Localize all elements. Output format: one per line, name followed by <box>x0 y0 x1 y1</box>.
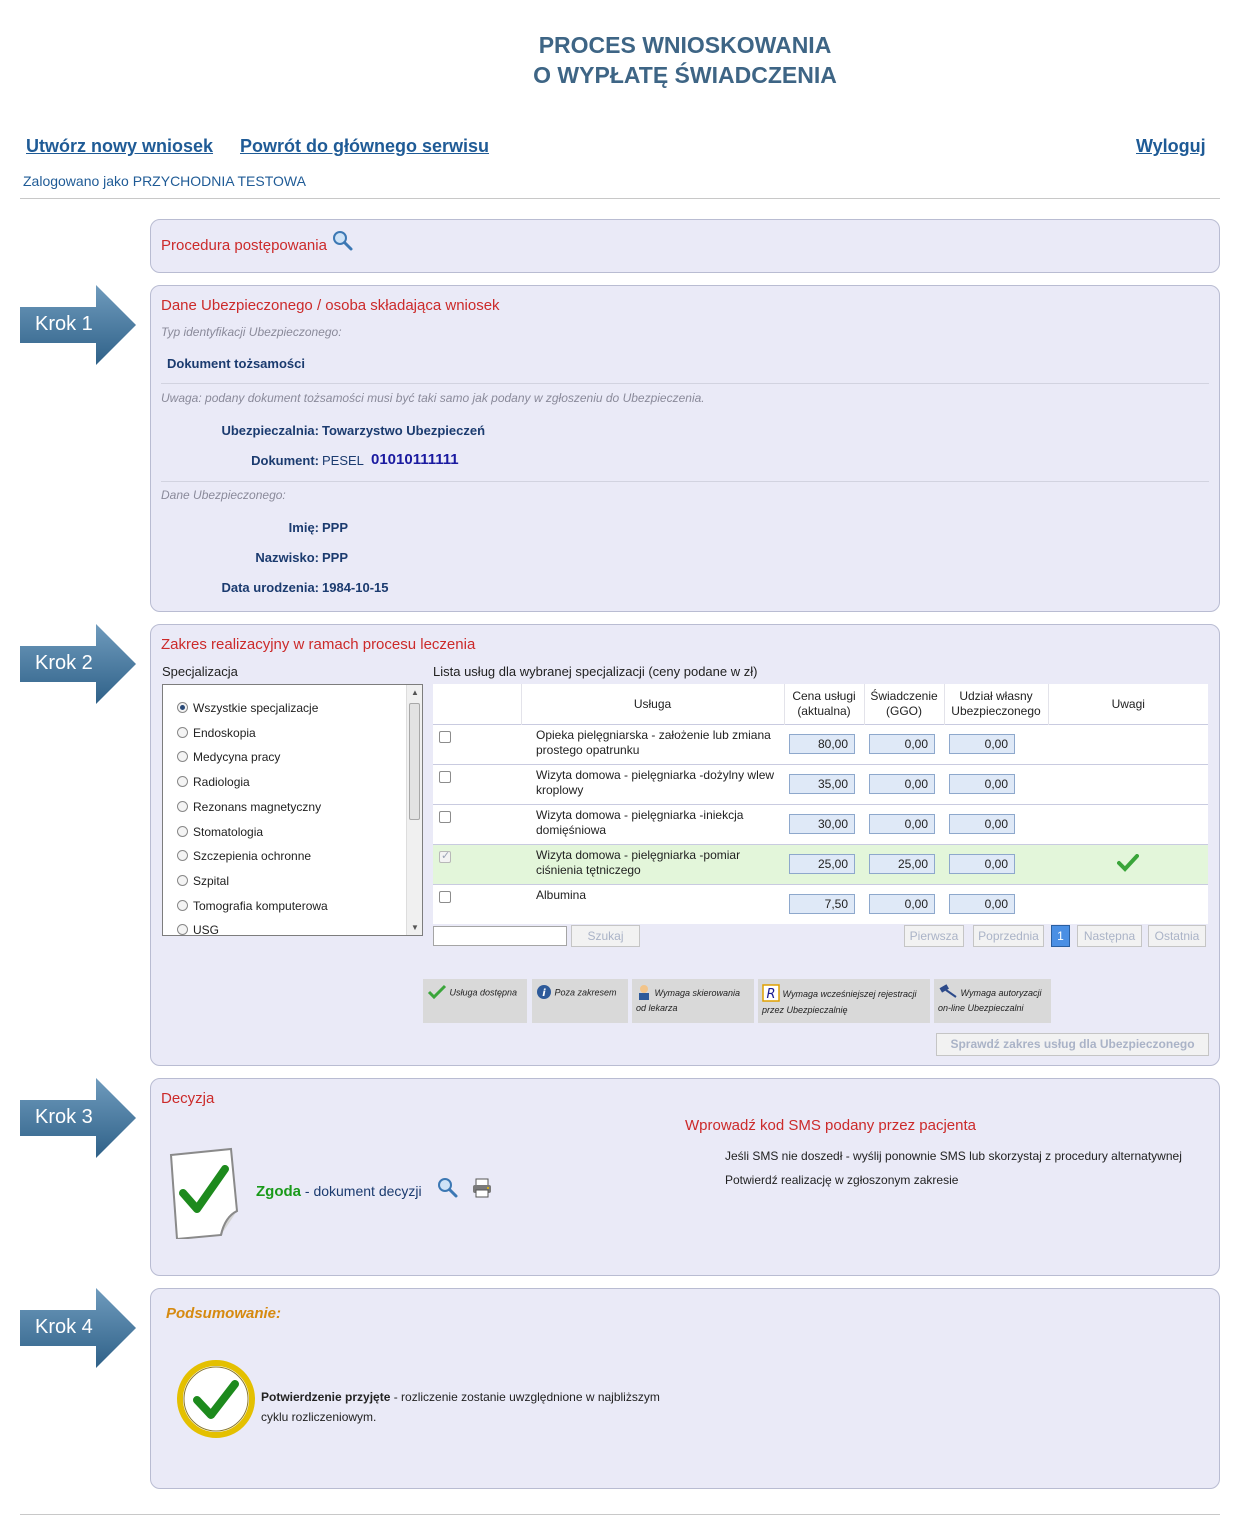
radio-button[interactable] <box>177 850 188 861</box>
decision-document-link[interactable]: Zgoda - dokument decyzji <box>256 1183 422 1200</box>
create-request-link[interactable]: Utwórz nowy wniosek <box>26 136 214 156</box>
printer-icon[interactable] <box>471 1177 493 1204</box>
service-checkbox[interactable] <box>439 771 451 783</box>
magnifier-icon[interactable] <box>437 1177 459 1204</box>
procedure-link[interactable]: Procedura postępowania <box>161 237 327 254</box>
logout-link[interactable]: Wyloguj <box>1136 136 1206 156</box>
approved-document-icon <box>165 1147 245 1244</box>
last-name-value: PPP <box>322 550 349 565</box>
service-name: Wizyta domowa - pielęgniarka -pomiar ciśnienia tętniczego <box>521 844 784 884</box>
logged-in-as: Zalogowano jako PRZYCHODNIA TESTOWA <box>23 173 306 189</box>
specialization-option[interactable]: Szczepienia ochronne <box>177 848 311 864</box>
radio-button[interactable] <box>177 751 188 762</box>
service-share-field: 0,00 <box>949 814 1015 834</box>
scroll-up-icon[interactable]: ▲ <box>411 688 419 697</box>
table-row[interactable] <box>433 804 1208 844</box>
specialization-option[interactable]: Rezonans magnetyczny <box>177 799 321 815</box>
page-title: PROCES WNIOSKOWANIA O WYPŁATĘ ŚWIADCZENIA <box>533 32 837 88</box>
sms-resend-note: Jeśli SMS nie doszedł - wyślij ponownie SMS lub skorzystaj z procedury alternatywnej <box>725 1149 1182 1163</box>
table-row[interactable] <box>433 884 1208 924</box>
page-first-button[interactable]: Pierwsza <box>904 925 964 947</box>
decision-section-title: Decyzja <box>161 1090 215 1107</box>
birth-date-label: Data urodzenia: <box>221 580 319 595</box>
service-checkbox[interactable] <box>439 891 451 903</box>
service-benefit-field: 0,00 <box>869 734 935 754</box>
birth-date-value: 1984-10-15 <box>322 580 389 595</box>
service-benefit-field: 0,00 <box>869 814 935 834</box>
step-1-arrow: Krok 1 <box>20 285 138 365</box>
id-type-label: Typ identyfikacji Ubezpieczonego: <box>161 325 342 339</box>
scope-section-title: Zakres realizacyjny w ramach procesu leczenia <box>161 636 476 653</box>
specialization-option[interactable]: USG <box>177 922 219 936</box>
step-3-arrow: Krok 3 <box>20 1078 138 1158</box>
specialization-option[interactable]: Radiologia <box>177 774 250 790</box>
services-table <box>433 684 1208 924</box>
insured-data-panel <box>150 285 1220 612</box>
service-checkbox[interactable] <box>439 851 451 863</box>
insurer-value: Towarzystwo Ubezpieczeń <box>322 423 486 438</box>
table-row[interactable] <box>433 844 1208 884</box>
service-checkbox[interactable] <box>439 811 451 823</box>
service-share-field: 0,00 <box>949 734 1015 754</box>
checkmark-icon <box>427 984 447 1002</box>
radio-button[interactable] <box>177 776 188 787</box>
document-number: 01010111111 <box>371 451 459 468</box>
first-name-label: Imię: <box>288 520 319 535</box>
magnifier-icon[interactable] <box>332 230 354 257</box>
service-list-label: Lista usług dla wybranej specjalizacji (ceny podane w zł) <box>433 664 758 679</box>
confirmation-message: Potwierdzenie przyjęte - rozliczenie zostanie uwzględnione w najbliższym cyklu rozliczeniowym. <box>261 1390 660 1424</box>
header-own-share: Udział własny Ubezpieczonego <box>944 684 1048 724</box>
legend-referral: Wymaga skierowania od lekarza <box>632 979 754 1023</box>
service-share-field: 0,00 <box>949 894 1015 914</box>
legend-out-of-scope: i Poza zakresem <box>532 979 628 1023</box>
summary-panel <box>150 1288 1220 1489</box>
service-benefit-field: 0,00 <box>869 774 935 794</box>
specialization-option[interactable]: Wszystkie specjalizacje <box>177 700 318 716</box>
header-notes: Uwagi <box>1048 684 1208 724</box>
document-label: Dokument: <box>251 453 319 468</box>
svg-text:i: i <box>542 988 546 999</box>
step-4-arrow: Krok 4 <box>20 1288 138 1368</box>
service-price-field: 30,00 <box>789 814 855 834</box>
service-price-field: 25,00 <box>789 854 855 874</box>
confirm-realization-note: Potwierdź realizację w zgłoszonym zakresie <box>725 1173 959 1187</box>
sms-code-heading: Wprowadź kod SMS podany przez pacjenta <box>685 1117 976 1134</box>
legend-registration: R Wymaga wcześniejszej rejestracji przez Ubezpieczalnię <box>758 979 930 1023</box>
procedure-panel <box>150 219 1220 273</box>
specialization-option[interactable]: Szpital <box>177 873 229 889</box>
radio-button[interactable] <box>177 875 188 886</box>
service-name: Opieka pielęgniarska - założenie lub zmiana prostego opatrunku <box>521 724 784 764</box>
scroll-thumb[interactable] <box>409 703 420 820</box>
service-share-field: 0,00 <box>949 854 1015 874</box>
service-name: Albumina <box>521 884 784 924</box>
radio-button[interactable] <box>177 900 188 911</box>
radio-button[interactable] <box>177 801 188 812</box>
insurer-label: Ubezpieczalnia: <box>221 423 319 438</box>
header-divider <box>20 198 1220 199</box>
specialization-option[interactable]: Stomatologia <box>177 824 263 840</box>
specialization-option[interactable]: Tomografia komputerowa <box>177 898 328 914</box>
service-scope-panel <box>150 624 1220 1066</box>
scroll-down-icon[interactable]: ▼ <box>411 923 419 932</box>
page-prev-button[interactable]: Poprzednia <box>973 925 1044 947</box>
insured-data-label: Dane Ubezpieczonego: <box>161 488 286 502</box>
specialization-scrollbar[interactable] <box>406 685 422 935</box>
svg-text:R: R <box>766 987 776 1002</box>
divider <box>161 481 1209 482</box>
doctor-icon <box>636 984 652 1003</box>
document-type: PESEL <box>322 453 364 468</box>
summary-title: Podsumowanie: <box>166 1305 282 1322</box>
id-type-value: Dokument tożsamości <box>167 356 305 371</box>
specialization-option[interactable]: Endoskopia <box>177 725 256 741</box>
document-note: Uwaga: podany dokument tożsamości musi być taki samo jak podany w zgłoszeniu do Ubezpieczenia. <box>161 391 705 405</box>
page-current-button[interactable]: 1 <box>1051 925 1070 947</box>
divider <box>161 383 1209 384</box>
header-select <box>433 684 521 724</box>
step-2-arrow: Krok 2 <box>20 624 138 704</box>
legend-available: Usługa dostępna <box>423 979 527 1023</box>
service-benefit-field: 25,00 <box>869 854 935 874</box>
specialization-list[interactable] <box>162 684 423 936</box>
first-name-value: PPP <box>322 520 349 535</box>
info-icon <box>536 984 552 1002</box>
service-price-field: 7,50 <box>789 894 855 914</box>
back-to-main-link[interactable]: Powrót do głównego serwisu <box>240 136 490 156</box>
check-service-scope-button[interactable]: Sprawdź zakres usług dla Ubezpieczonego <box>936 1033 1209 1056</box>
radio-button[interactable] <box>177 826 188 837</box>
specialization-option[interactable]: Medycyna pracy <box>177 749 280 765</box>
decision-panel <box>150 1078 1220 1276</box>
header-benefit: Świadczenie (GGO) <box>864 684 944 724</box>
table-row[interactable] <box>433 764 1208 804</box>
header-service: Usługa <box>521 684 784 724</box>
confirmed-check-icon <box>177 1360 255 1443</box>
radio-button[interactable] <box>177 702 188 713</box>
service-checkbox[interactable] <box>439 731 451 743</box>
table-row[interactable] <box>433 724 1208 764</box>
footer-divider <box>20 1514 1220 1515</box>
insured-section-title: Dane Ubezpieczonego / osoba składająca wniosek <box>161 297 500 314</box>
service-price-field: 80,00 <box>789 734 855 754</box>
service-share-field: 0,00 <box>949 774 1015 794</box>
radio-button[interactable] <box>177 727 188 738</box>
service-benefit-field: 0,00 <box>869 894 935 914</box>
gavel-icon <box>938 984 958 1003</box>
checkmark-icon <box>1117 861 1139 875</box>
service-name: Wizyta domowa - pielęgniarka -iniekcja domięśniowa <box>521 804 784 844</box>
header-price: Cena usługi (aktualna) <box>784 684 864 724</box>
service-price-field: 35,00 <box>789 774 855 794</box>
service-search-input[interactable] <box>433 926 567 946</box>
page-last-button[interactable]: Ostatnia <box>1148 925 1206 947</box>
registration-icon <box>762 984 780 1005</box>
last-name-label: Nazwisko: <box>255 550 319 565</box>
radio-button[interactable] <box>177 924 188 935</box>
service-name: Wizyta domowa - pielęgniarka -dożylny wlew kroplowy <box>521 764 784 804</box>
page-next-button[interactable]: Następna <box>1077 925 1142 947</box>
specialization-label: Specjalizacja <box>162 664 238 679</box>
legend-authorization: Wymaga autoryzacji on-line Ubezpieczalni <box>934 979 1051 1023</box>
search-button[interactable]: Szukaj <box>571 925 640 947</box>
